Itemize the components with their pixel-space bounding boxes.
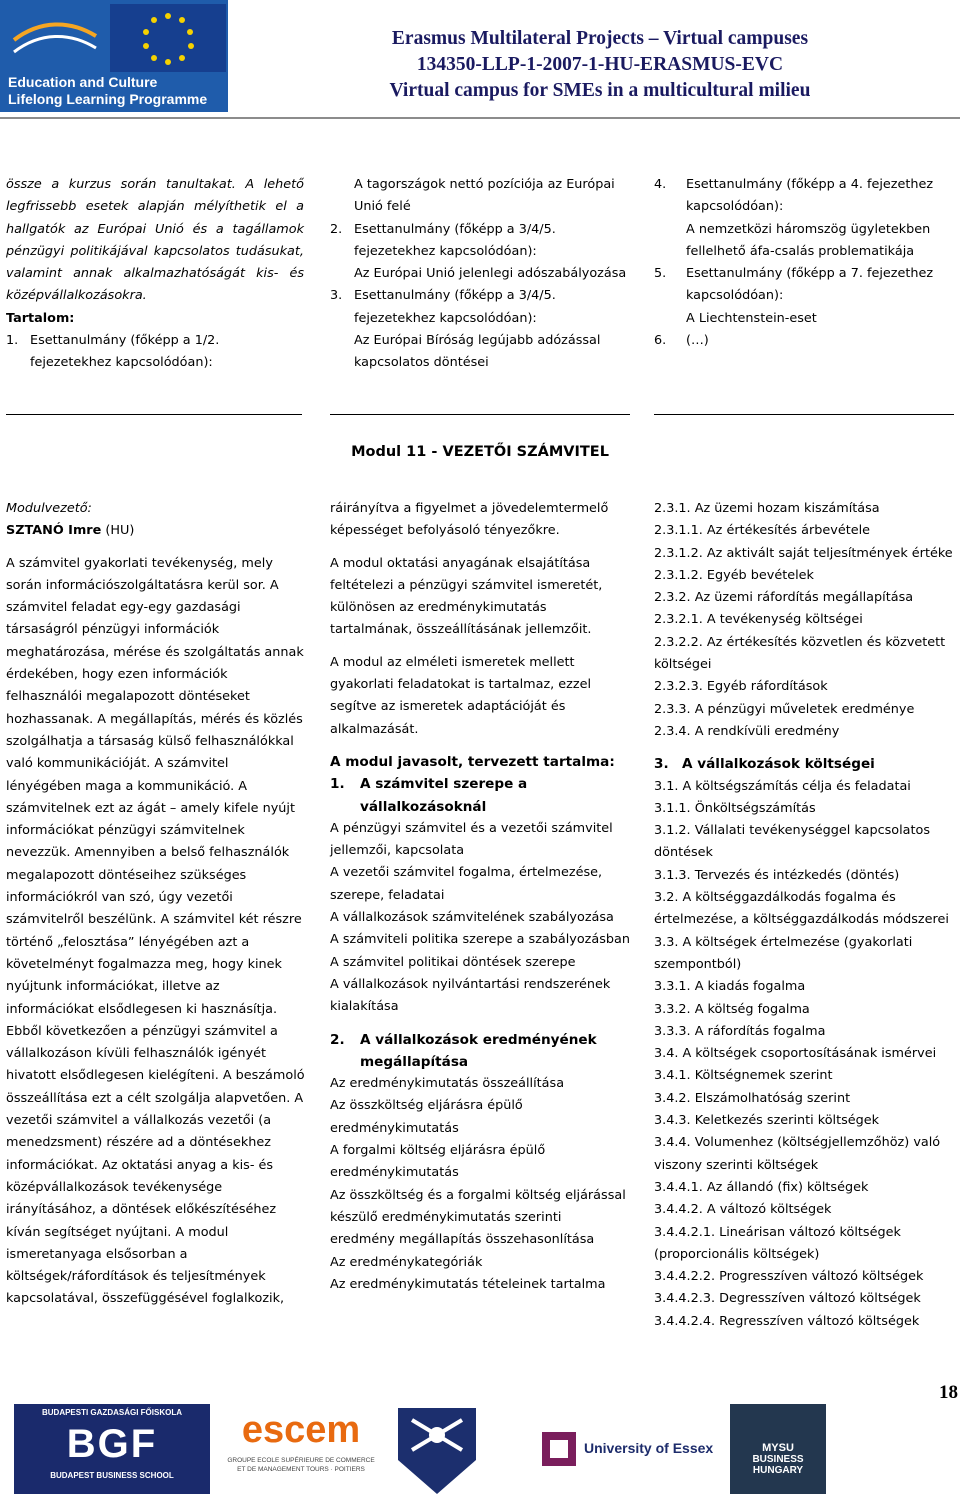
right-column — [654, 498, 954, 1333]
outline-item: 3.2. A költséggazdálkodás fogalma és értelmezése, a költséggazdálkodás módszerei — [654, 890, 949, 928]
case-study-3-subject: Az Európai Bíróság legújabb adózással kapcsolatos döntései — [354, 333, 601, 371]
top-column-3 — [654, 174, 954, 352]
eu-lifelong-learning-logo — [0, 0, 228, 112]
section-2-item: Az összköltség és a forgalmi költség eljárással készülő eredménykimutatás szerinti eredmény megállapítás összehasonlítása — [330, 1187, 626, 1248]
outline-item: 3.1.3. Tervezés és intézkedés (döntés) — [654, 867, 900, 883]
bgf-logo — [14, 1404, 210, 1494]
contents-label: Tartalom: — [6, 310, 75, 326]
mysu-logo-line1: MYSU — [762, 1442, 794, 1454]
middle-column — [330, 498, 630, 1296]
outline-item: 3.4.1. Költségnemek szerint — [654, 1068, 833, 1084]
header-title-1: Erasmus Multilateral Projects – Virtual campuses — [391, 28, 809, 49]
module-title: Modul 11 - VEZETŐI SZÁMVITEL — [351, 444, 609, 460]
page-number: 18 — [939, 1382, 958, 1403]
bgf-logo-text: BGF — [66, 1422, 158, 1466]
outline-item: 2.3.4. A rendkívüli eredmény — [654, 723, 840, 739]
outline-item: 3.4.4.2.1. Lineárisan változó költségek (proporcionális költségek) — [654, 1224, 901, 1262]
middle-paragraph-2: A modul oktatási anyagának elsajátítása feltételezi a pénzügyi számvitel ismeretét, különösen az eredménykimutatás tartalmának, összeállításának jellemzőit. — [330, 555, 603, 638]
case-study-5-subject: A Liechtenstein-eset — [686, 310, 817, 326]
middle-paragraph-3: A modul az elméleti ismeretek mellett gyakorlati feladatokat is tartalmaz, ezzel segítve az ismeretek adaptációját és alkalmazását. — [330, 654, 592, 737]
escem-logo — [214, 1404, 388, 1494]
case-study-5 — [654, 263, 954, 308]
case-study-2 — [330, 219, 630, 264]
outline-item: 2.3.1.1. Az értékesítés árbevétele — [654, 523, 871, 539]
top-column-1 — [6, 174, 304, 375]
case-study-6 — [654, 330, 954, 352]
case-study-2-subject: Az Európai Unió jelenlegi adószabályozása — [354, 266, 627, 282]
module-leader-country: (HU) — [101, 523, 135, 539]
case-study-3-number: 3. — [330, 288, 343, 304]
content-heading: A modul javasolt, tervezett tartalma: — [330, 753, 615, 770]
outline-item: 3.4. A költségek csoportosításának ismérvei — [654, 1046, 937, 1062]
case-study-1-text: Esettanulmány (főképp a 1/2. fejezetekhez kapcsolódóan): — [30, 333, 220, 371]
case-study-3 — [330, 285, 630, 330]
outline-item: 3.3.3. A ráfordítás fogalma — [654, 1023, 826, 1039]
header-titles — [250, 26, 950, 104]
section-1-item: A számviteli politika szerepe a szabályozásban — [330, 932, 630, 948]
section-1-item: A pénzügyi számvitel és a vezetői számvitel jellemzői, kapcsolata — [330, 820, 613, 859]
section-2-number: 2. — [330, 1031, 345, 1048]
bgf-logo-bottom: BUDAPEST BUSINESS SCHOOL — [50, 1471, 174, 1480]
escem-logo-line1: GROUPE ECOLE SUPÉRIEURE DE COMMERCE — [227, 1457, 375, 1464]
university-logo — [536, 1404, 714, 1494]
section-1-item: A vállalkozások nyilvántartási rendszerének kialakítása — [330, 976, 611, 1015]
column-separator-2 — [330, 414, 630, 415]
section-2-title: A vállalkozások eredményének megállapítása — [360, 1031, 597, 1070]
outline-item: 3.1.2. Vállalati tevékenységgel kapcsolatos döntések — [654, 823, 931, 861]
section-1-item: A vezetői számvitel fogalma, értelmezése, szerepe, feladatai — [330, 865, 603, 903]
section-1-item: A számvitel politikai döntések szerepe — [330, 954, 576, 970]
case-study-2-text: Esettanulmány (főképp a 3/4/5. fejezetekhez kapcsolódóan): — [354, 221, 556, 259]
outline-item: 3.4.4.2.3. Degresszíven változó költségek — [654, 1291, 921, 1307]
eu-logo-text-1: Education and Culture — [8, 74, 158, 90]
outline-item: 2.3.2. Az üzemi ráfordítás megállapítása — [654, 590, 914, 606]
outline-item: 2.3.1. Az üzemi hozam kiszámítása — [654, 501, 880, 516]
section-1-number: 1. — [330, 776, 345, 793]
university-logo-text: University of Essex — [584, 1440, 714, 1456]
bgf-logo-top: BUDAPESTI GAZDASÁGI FŐISKOLA — [41, 1408, 182, 1417]
case-study-4-text: Esettanulmány (főképp a 4. fejezethez kapcsolódóan): — [686, 177, 934, 215]
section-2-item: A forgalmi költség eljárásra épülő eredménykimutatás — [330, 1143, 546, 1181]
column-separator-1 — [6, 414, 302, 415]
outline-item: 2.3.2.3. Egyéb ráfordítások — [654, 679, 828, 695]
case-study-6-number: 6. — [654, 333, 667, 349]
outline-item: 2.3.2.1. A tevékenység költségei — [654, 612, 863, 628]
outline-item: 3.4.4.2.2. Progresszíven változó költségek — [654, 1269, 924, 1285]
outline-item: 3.3.2. A költség fogalma — [654, 1001, 810, 1017]
outline-item: 3.1.1. Önköltségszámítás — [654, 800, 816, 816]
outline-item: 3.4.4.2. A változó költségek — [654, 1202, 832, 1218]
module-leader — [6, 520, 306, 542]
case-study-4-number: 4. — [654, 177, 667, 192]
case-study-5-text: Esettanulmány (főképp a 7. fejezethez kapcsolódóan): — [686, 266, 934, 304]
case-study-2-number: 2. — [330, 221, 343, 237]
mysu-logo-line2: BUSINESS — [752, 1454, 804, 1465]
case-study-4-subject: A nemzetközi háromszög ügyletekben fellelhető áfa-csalás problematikája — [686, 221, 931, 259]
case-study-1-number: 1. — [6, 333, 19, 349]
section-1-heading — [330, 773, 630, 818]
outline-item: 3.1. A költségszámítás célja és feladatai — [654, 778, 911, 794]
section-2-item: Az eredménykimutatás összeállítása — [330, 1076, 565, 1092]
section-3-heading — [654, 753, 954, 775]
case-study-4 — [654, 174, 954, 219]
module-leader-label: Modulvezető: — [6, 501, 92, 516]
outline-item: 3.4.3. Keletkezés szerinti költségek — [654, 1113, 880, 1129]
outline-item: 2.3.2.2. Az értékesítés közvetlen és közvetett költségei — [654, 634, 946, 673]
middle-paragraph-1: ráirányítva a figyelmet a jövedelemtermelő képességet befolyásoló tényezőkre. — [330, 501, 609, 539]
column-separator-3 — [654, 414, 954, 415]
outline-item: 3.4.4. Volumenhez (költségjellemzőhöz) való viszony szerinti költségek — [654, 1135, 941, 1173]
section-2-item: Az eredménykimutatás tételeinek tartalma — [330, 1276, 606, 1292]
eu-logo-text-2: Lifelong Learning Programme — [8, 91, 208, 107]
hochschule-logo — [392, 1400, 482, 1498]
outline-item: 2.3.1.2. Az aktivált saját teljesítmények értéke — [654, 545, 953, 561]
mysu-business-hungary-logo — [730, 1404, 826, 1494]
case-study-6-text: (…) — [686, 333, 709, 349]
outline-item: 3.3. A költségek értelmezése (gyakorlati szempontból) — [654, 934, 913, 972]
outline-item: 3.4.4.1. Az állandó (fix) költségek — [654, 1179, 869, 1195]
intro-text: össze a kurzus során tanultakat. A lehető legfrissebb esetek alapján mélyíthetik el a hallgatók az Európai Unió és a tagállamok pénzügyi politikájával kapcsolatos tudásukat, valamint annak alkalmazhatóságát kis- és középvállalkozásokra. — [6, 177, 304, 304]
outline-item: 3.4.2. Elszámolhatóság szerint — [654, 1090, 851, 1106]
outline-item: 2.3.3. A pénzügyi műveletek eredménye — [654, 701, 915, 717]
header-title-3: Virtual campus for SMEs in a multicultural milieu — [389, 80, 811, 101]
section-3-title: A vállalkozások költségei — [682, 756, 875, 773]
outline-item: 3.3.1. A kiadás fogalma — [654, 979, 806, 995]
case-study-3-text: Esettanulmány (főképp a 3/4/5. fejezetekhez kapcsolódóan): — [354, 288, 556, 326]
outline-item: 3.4.4.2.4. Regresszíven változó költségek — [654, 1313, 920, 1329]
section-1-title: A számvitel szerepe a vállalkozásoknál — [360, 776, 528, 815]
escem-logo-text: escem — [241, 1409, 361, 1451]
case-study-1-subject: A tagországok nettó pozíciója az Európai Unió felé — [354, 177, 615, 215]
top-column-2 — [330, 174, 630, 375]
header-divider — [0, 117, 960, 119]
section-2-heading — [330, 1029, 630, 1074]
section-2-item: Az összköltség eljárásra épülő eredménykimutatás — [330, 1098, 523, 1136]
section-1-item: A vállalkozások számvitelének szabályozása — [330, 910, 614, 926]
module-leader-name: SZTANÓ Imre — [6, 523, 102, 539]
case-study-1 — [6, 330, 304, 375]
case-study-5-number: 5. — [654, 266, 667, 282]
outline-item: 2.3.1.2. Egyéb bevételek — [654, 567, 814, 583]
section-3-number: 3. — [654, 756, 669, 773]
escem-logo-line2: ET DE MANAGEMENT TOURS · POITIERS — [237, 1466, 365, 1473]
left-column — [6, 498, 306, 1311]
header-title-2: 134350-LLP-1-2007-1-HU-ERASMUS-EVC — [416, 54, 784, 75]
mysu-logo-line3: HUNGARY — [752, 1465, 804, 1476]
section-2-item: Az eredménykategóriák — [330, 1254, 483, 1270]
module-description: A számvitel gyakorlati tevékenység, mely során információszolgáltatásra kerül sor. A számvitel feladat egy-egy gazdasági társaságról pénzügyi információk meghatározása, mérése és szolgáltatás annak érdekében, hogy ezen információk felhasználói megalapozott döntéseket hozhassanak. A megállapítás, mérés és közlés szolgálhatja a társaság külső felhasználókkal való kommunikációját. A számvitel lényégében maga a kommunikáció. A számvitelnek ezt az ágát – amely kifele nyújt információkat pénzügyi számvitelnek nevezzük. Amennyiben a belső felhasználók megalapozott döntéseihez szükséges információkról van szó, úgy vezetői számvitelről beszélünk. A számvitel két részre történő „felosztása” lényégében azt a követelményt fogalmazza meg, hogy kinek nyújtunk információkat, illetve az információkat elsődlegesen ki hasznásítja. Ebből következően a pénzügyi számvitel a vállalkozáson kívüli felhasználók igényét hivatott elsődlegesen kielégíteni. A beszámoló összeállítása ezt a célt szolgálja alapvetően. A vezetői számvitel a vállalkozás vezetői (a menedzsment) részére ad a döntésekhez információkat. Az oktatási anyag a kis- és középvállalkozások tevékenysége irányításához, a döntések előkészítéséhez kíván segítséget nyújtani. A modul ismeretanyaga elsősorban a költségek/ráfordítások és teljesítmények kapcsolatával, összefüggésével foglalkozik, — [6, 555, 305, 1307]
